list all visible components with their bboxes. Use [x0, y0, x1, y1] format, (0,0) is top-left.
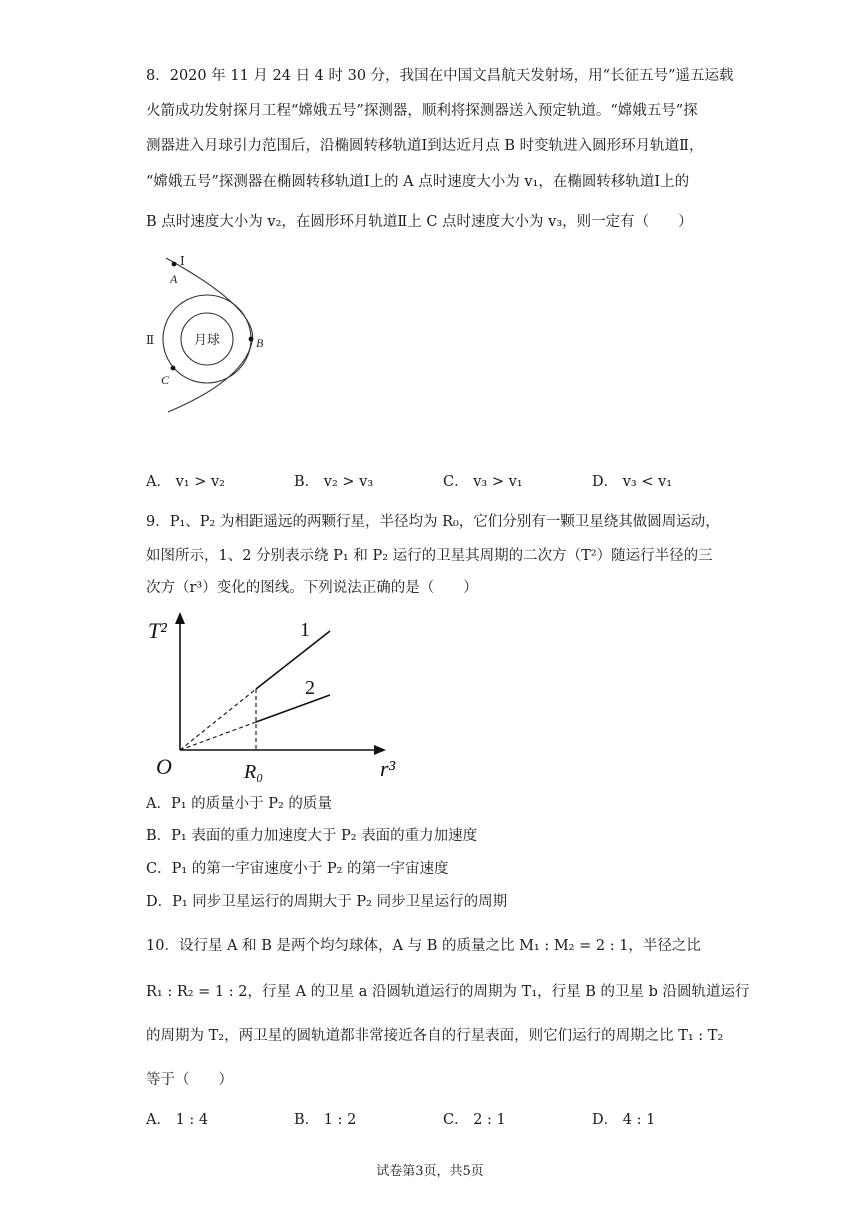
q9-option-c[interactable]: C．P₁ 的第一宇宙速度小于 P₂ 的第一宇宙速度: [146, 861, 449, 877]
q9-graph: [140, 608, 410, 788]
x-axis-arrow: [374, 745, 386, 755]
orbit-1-label: Ⅰ: [180, 254, 185, 268]
orbit-2-label: Ⅱ: [146, 333, 155, 347]
q10-line-2: R₁ : R₂ = 1 : 2，行星 A 的卫星 a 沿圆轨道运行的周期为 T₁，行星 B 的卫星 b 沿圆轨道运行: [146, 984, 750, 1000]
q8-option-a[interactable]: A． v₁ > v₂: [146, 474, 225, 490]
q8-line-3: 测器进入月球引力范围后，沿椭圆转移轨道Ⅰ到达近月点 B 时变轨进入圆形环月轨道Ⅱ，: [146, 138, 704, 154]
line-1-label: 1: [300, 619, 310, 641]
q10-option-a[interactable]: A． 1 : 4: [146, 1112, 209, 1128]
point-a-label: A: [170, 272, 178, 286]
r0-label: R₀: [244, 761, 264, 783]
moon-label: 月球: [193, 333, 221, 348]
q8-orbit-figure: [140, 250, 280, 420]
line-2-dashed: [180, 722, 256, 750]
q9-line-1: 9．P₁、P₂ 为相距遥远的两颗行星，半径均为 R₀，它们分别有一颗卫星绕其做圆周运动，: [146, 514, 720, 530]
point-a-dot: [172, 262, 177, 267]
y-axis-label: T²: [148, 618, 167, 643]
y-axis-arrow: [175, 612, 185, 624]
q8-line-2: 火箭成功发射探月工程“嫦娥五号”探测器，顺利将探测器送入预定轨道。“嫦娥五号”探: [146, 103, 698, 119]
point-c-dot: [171, 366, 176, 371]
q8-line-4: “嫦娥五号”探测器在椭圆转移轨道Ⅰ上的 A 点时速度大小为 v₁，在椭圆转移轨道Ⅰ上的: [146, 174, 690, 190]
origin-label: O: [156, 754, 172, 779]
line-1-dashed: [180, 689, 256, 750]
q8-line-5: B 点时速度大小为 v₂，在圆形环月轨道Ⅱ上 C 点时速度大小为 v₃，则一定有（ ）: [146, 214, 693, 230]
q9-option-b[interactable]: B．P₁ 表面的重力加速度大于 P₂ 表面的重力加速度: [146, 828, 478, 844]
q10-option-d[interactable]: D． 4 : 1: [592, 1112, 656, 1128]
point-b-label: B: [256, 336, 264, 350]
line-1: [256, 631, 330, 689]
q10-line-3: 的周期为 T₂，两卫星的圆轨道都非常接近各自的行星表面，则它们运行的周期之比 T₁ : T₂: [146, 1028, 724, 1044]
q8-line-1: 8．2020 年 11 月 24 日 4 时 30 分，我国在中国文昌航天发射场，用“长征五号”遥五运载: [146, 68, 734, 84]
q9-option-a[interactable]: A．P₁ 的质量小于 P₂ 的质量: [146, 796, 332, 812]
point-b-dot: [249, 337, 254, 342]
line-2-label: 2: [305, 677, 315, 699]
q10-line-4: 等于（ ）: [146, 1072, 233, 1088]
q8-option-b[interactable]: B． v₂ > v₃: [294, 474, 374, 490]
x-axis-label: r³: [380, 756, 396, 781]
q9-option-d[interactable]: D．P₁ 同步卫星运行的周期大于 P₂ 同步卫星运行的周期: [146, 894, 508, 910]
q9-line-3: 次方（r³）变化的图线。下列说法正确的是（ ）: [146, 580, 478, 596]
q8-option-d[interactable]: D． v₃ < v₁: [592, 474, 673, 490]
q10-option-b[interactable]: B． 1 : 2: [294, 1112, 357, 1128]
q8-option-c[interactable]: C． v₃ > v₁: [443, 474, 523, 490]
q9-line-2: 如图所示，1、2 分别表示绕 P₁ 和 P₂ 运行的卫星其周期的二次方（T²）随运行半径的三: [146, 548, 713, 564]
q10-option-c[interactable]: C． 2 : 1: [443, 1112, 506, 1128]
page-footer: 试卷第3页，共5页: [376, 1164, 484, 1179]
point-c-label: C: [161, 373, 170, 387]
line-2: [256, 695, 330, 722]
q10-line-1: 10．设行星 A 和 B 是两个均匀球体，A 与 B 的质量之比 M₁ : M₂ = 2 : 1，半径之比: [146, 938, 701, 954]
